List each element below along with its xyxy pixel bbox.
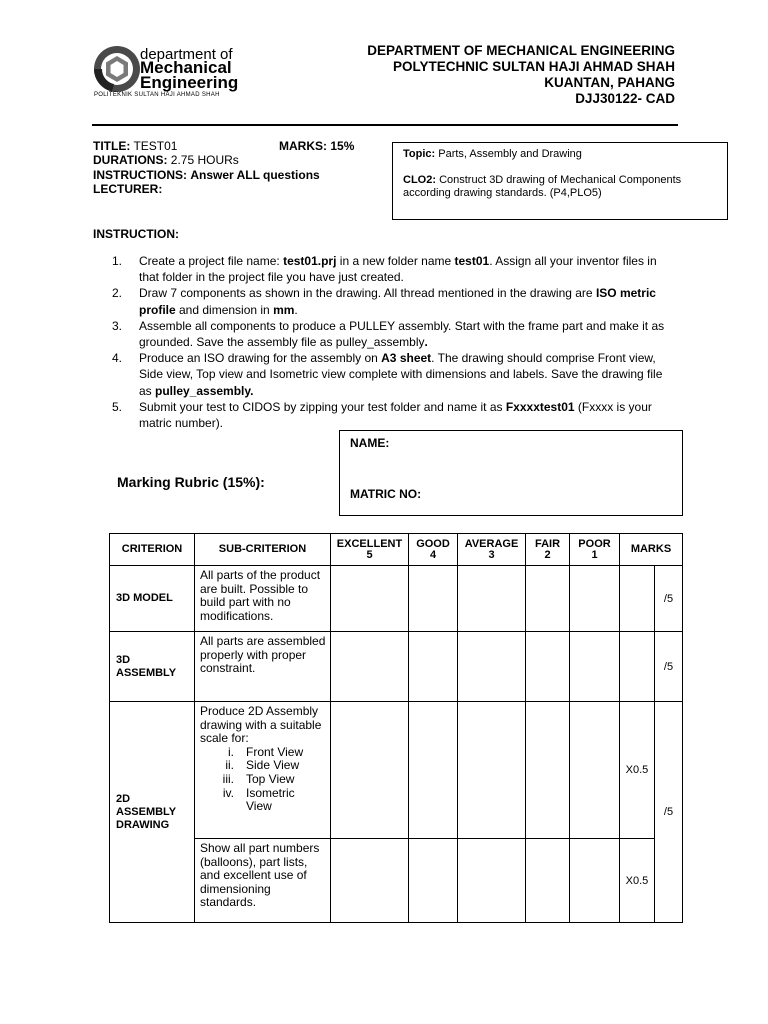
sub-criterion-cell [195, 702, 331, 839]
instruction-bold: mm [273, 302, 295, 317]
instruction-text: . The drawing should comprise Front view, Side view, Top view and Isometric view complete with dimensions and labels. Save the drawing file as [139, 351, 663, 398]
topic-label: Topic: [403, 148, 436, 160]
sub-criterion-cell: All parts are assembled properly with proper constraint. [195, 632, 331, 702]
instruction-text: Assemble all components to produce a PULLEY assembly. Start with the frame part and make it as grounded. Save the assembly file as pulley_assembly [139, 318, 665, 350]
view-numeral: iii. [222, 771, 234, 786]
clo-line [403, 174, 721, 200]
view-numeral: iv. [222, 785, 234, 800]
score-cell [458, 839, 526, 923]
instruction-item [112, 318, 672, 350]
header-marks: MARKS [620, 534, 683, 566]
durations-line [93, 153, 239, 167]
weight-cell: X0.5 [620, 702, 655, 839]
rubric-heading: Marking Rubric (15%): [117, 474, 265, 490]
header-poor-score: 1 [591, 548, 598, 561]
header-institution: POLYTECHNIC SULTAN HAJI AHMAD SHAH [392, 59, 675, 74]
durations-value: 2.75 HOURs [170, 153, 239, 167]
durations-label: DURATIONS: [93, 153, 168, 167]
topic-value: Parts, Assembly and Drawing [438, 148, 582, 160]
title-value: TEST01 [133, 139, 178, 153]
student-info-box [339, 430, 683, 516]
score-cell [526, 632, 570, 702]
instruction-bold: Fxxxxtest01 [505, 399, 575, 414]
score-cell [570, 566, 620, 632]
view-item [200, 759, 327, 773]
rubric-row [110, 632, 683, 702]
view-item [200, 746, 327, 760]
title-line [93, 139, 177, 153]
score-cell [409, 702, 458, 839]
logo-line-2: Mechanical [140, 58, 232, 77]
rubric-table [109, 533, 683, 923]
weight-cell [620, 632, 655, 702]
instructions-line [93, 168, 320, 182]
instructions-value: Answer ALL questions [190, 168, 320, 182]
sub-criterion-cell: All parts of the product are built. Possible to build part with no modifications. [195, 566, 331, 632]
instruction-text: Submit your test to CIDOS by zipping your test folder and name it as [139, 399, 506, 414]
rubric-header-row [110, 534, 683, 566]
logo-line-3: Engineering [140, 73, 239, 92]
instruction-item [112, 253, 672, 285]
topic-box [392, 142, 728, 220]
view-list [200, 746, 327, 814]
instruction-item [112, 285, 672, 317]
mark-cell: /5 [655, 632, 683, 702]
instruction-bold: A3 sheet [381, 351, 432, 366]
marks-value: 15% [330, 139, 355, 153]
criterion-cell [110, 566, 195, 632]
name-field-label: NAME: [350, 436, 390, 450]
weight-cell [620, 566, 655, 632]
view-label: Top View [246, 771, 295, 786]
view-label: Isometric View [246, 785, 295, 814]
instruction-text: and dimension in [175, 302, 274, 317]
rubric-row [110, 702, 683, 839]
view-numeral: i. [228, 744, 234, 759]
criterion-cell [110, 632, 195, 702]
score-cell [409, 839, 458, 923]
instruction-text: . [294, 302, 298, 317]
instruction-bold: ISO metric profile [139, 286, 656, 317]
header-criterion: CRITERION [110, 534, 195, 566]
score-cell [526, 566, 570, 632]
score-cell [570, 702, 620, 839]
lecturer-line [93, 182, 162, 196]
rubric-row [110, 839, 683, 923]
header-average [458, 534, 526, 566]
weight-cell: X0.5 [620, 839, 655, 923]
lecturer-label: LECTURER: [93, 182, 163, 196]
topic-line [403, 148, 582, 160]
document-header [367, 43, 675, 107]
score-cell [570, 632, 620, 702]
view-numeral: ii. [225, 758, 234, 773]
instruction-item [112, 399, 672, 431]
criterion-cell [110, 702, 195, 923]
department-logo [92, 42, 252, 104]
marks-label: MARKS: [279, 139, 327, 153]
header-fair-label: FAIR [534, 537, 561, 550]
header-course-code: DJJ30122- CAD [575, 91, 675, 106]
logo-line-4: POLITEKNIK SULTAN HAJI AHMAD SHAH [94, 92, 220, 98]
instruction-text: Create a project file name: [139, 254, 284, 268]
header-divider [92, 124, 678, 126]
instruction-bold: pulley_assembly. [155, 383, 254, 398]
header-excellent [331, 534, 409, 566]
criterion-label: ASSEMBLY [116, 805, 177, 818]
instruction-heading: INSTRUCTION: [93, 227, 179, 241]
header-sub-criterion: SUB-CRITERION [195, 534, 331, 566]
instruction-text: Draw 7 components as shown in the drawing. All thread mentioned in the drawing are [139, 286, 596, 301]
instruction-list [112, 253, 672, 431]
header-average-label: AVERAGE [464, 537, 519, 550]
header-excellent-label: EXCELLENT [336, 537, 403, 550]
sub-criterion-cell: Show all part numbers (balloons), part lists, and excellent use of dimensioning standards. [195, 839, 331, 923]
header-fair [526, 534, 570, 566]
matric-field-label: MATRIC NO: [350, 487, 422, 501]
clo-label: CLO2: [403, 174, 436, 186]
logo-line-1: department of [140, 46, 233, 63]
criterion-label: 3D MODEL [116, 592, 173, 604]
criterion-label: ASSEMBLY [116, 666, 177, 679]
header-good-label: GOOD [416, 537, 450, 550]
instruction-number: 1. [112, 254, 123, 268]
instruction-item [112, 350, 672, 399]
score-cell [458, 702, 526, 839]
header-excellent-score: 5 [366, 548, 373, 561]
score-cell [526, 702, 570, 839]
instruction-text: (Fxxxx is your matric number). [139, 399, 652, 431]
instruction-text: . Assign all your inventor files in that folder in the project file you have just created. [139, 254, 657, 285]
header-location: KUANTAN, PAHANG [544, 75, 675, 90]
criterion-label: DRAWING [116, 818, 170, 831]
hexagon-logo-icon [92, 44, 142, 94]
instruction-number: 3. [112, 318, 123, 333]
score-cell [526, 839, 570, 923]
score-cell [331, 839, 409, 923]
score-cell [331, 566, 409, 632]
view-label: Side View [246, 758, 300, 773]
sub-criterion-text: Produce 2D Assembly drawing with a suitable scale for: [200, 704, 322, 746]
view-item [200, 787, 327, 814]
instruction-bold: test01.prj [283, 254, 337, 268]
criterion-label: 2D [116, 792, 131, 805]
score-cell [458, 632, 526, 702]
header-fair-score: 2 [544, 548, 551, 561]
header-poor-label: POOR [578, 537, 611, 550]
header-average-score: 3 [488, 548, 495, 561]
mark-cell: /5 [655, 566, 683, 632]
header-poor [570, 534, 620, 566]
instruction-text: in a new folder name [336, 254, 455, 268]
score-cell [331, 702, 409, 839]
view-item [200, 773, 327, 787]
score-cell [458, 566, 526, 632]
instruction-number: 5. [112, 399, 123, 414]
instructions-label: INSTRUCTIONS: [93, 168, 187, 182]
header-good [409, 534, 458, 566]
title-label: TITLE: [93, 139, 131, 153]
instruction-bold: test01 [454, 254, 490, 268]
mark-cell: /5 [655, 702, 683, 923]
view-label: Front View [246, 744, 304, 759]
header-department: DEPARTMENT OF MECHANICAL ENGINEERING [367, 43, 675, 58]
score-cell [331, 632, 409, 702]
score-cell [409, 566, 458, 632]
criterion-label: 3D [116, 653, 131, 666]
instruction-number: 2. [112, 286, 123, 301]
marks-line [279, 139, 354, 153]
score-cell [409, 632, 458, 702]
instruction-text: Produce an ISO drawing for the assembly on [139, 351, 382, 366]
clo-value: Construct 3D drawing of Mechanical Components according drawing standards. (P4,PLO5) [403, 174, 682, 199]
header-good-score: 4 [429, 548, 437, 561]
instruction-number: 4. [112, 351, 123, 366]
score-cell [570, 839, 620, 923]
instruction-bold: . [424, 335, 428, 350]
rubric-row [110, 566, 683, 632]
